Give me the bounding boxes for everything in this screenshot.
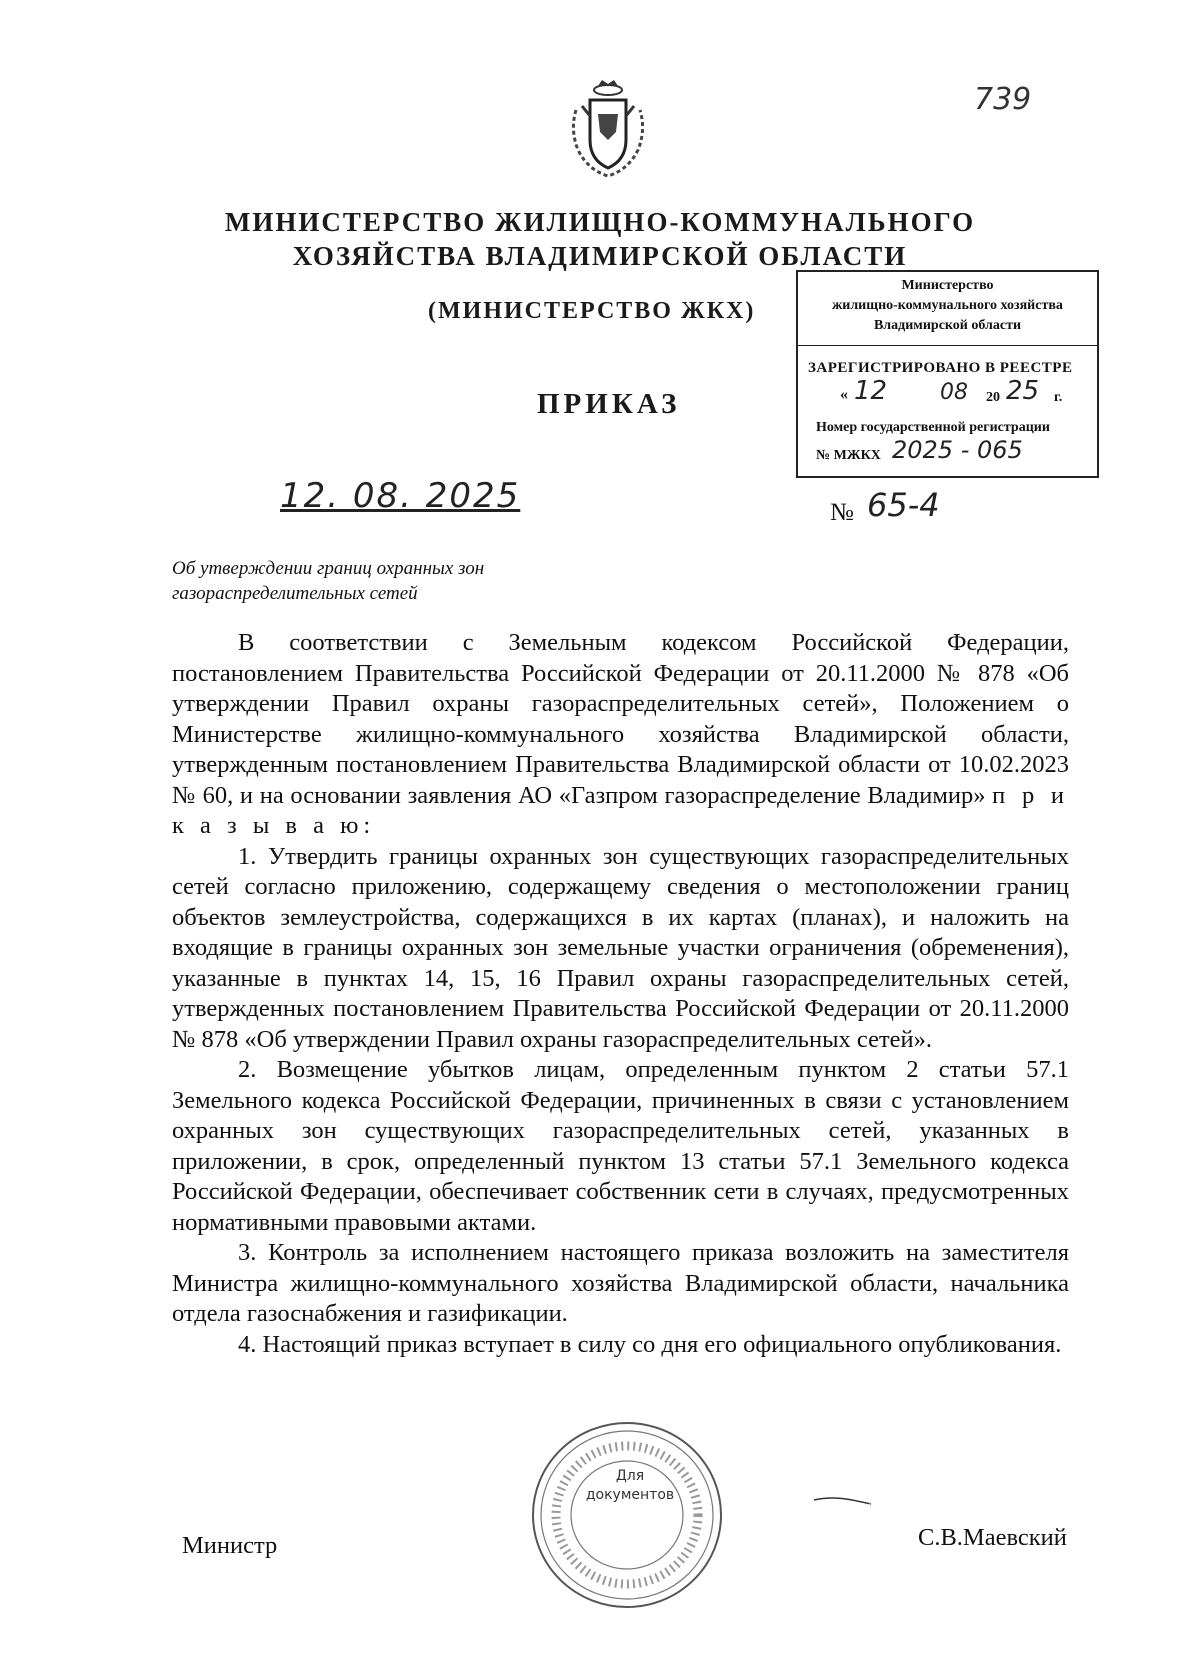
signature-mark bbox=[812, 1492, 872, 1508]
stamp-year-suffix: 25 bbox=[1006, 376, 1040, 406]
stamp-org-line2: жилищно-коммунального хозяйства bbox=[832, 298, 1063, 313]
item-3: 3. Контроль за исполнением настоящего приказа возложить на заместителя Министра жилищно-коммунального хозяйства Владимирской области, начальника отдела газоснабжения и газификации. bbox=[172, 1239, 1069, 1327]
coat-of-arms-icon bbox=[568, 80, 648, 180]
preamble-paragraph bbox=[172, 628, 1069, 842]
stamp-registered: ЗАРЕГИСТРИРОВАНО В РЕЕСТРЕ bbox=[808, 360, 1073, 376]
stamp-year-prefix: 20 bbox=[986, 390, 1000, 405]
stamp-org-line3: Владимирской области bbox=[873, 318, 1022, 333]
stamp-day: 12 bbox=[854, 376, 888, 406]
seal-text bbox=[585, 1467, 675, 1505]
subject-line2: газораспределительных сетей bbox=[172, 583, 418, 604]
subject-line1: Об утверждении границ охранных зон bbox=[172, 558, 485, 579]
stamp-reg-number: 2025 - 065 bbox=[892, 436, 1023, 464]
document-type: ПРИКАЗ bbox=[537, 388, 681, 420]
ministry-short-name: (МИНИСТЕРСТВО ЖКХ) bbox=[428, 298, 756, 324]
stamp-month: 08 bbox=[940, 380, 968, 405]
registration-stamp bbox=[796, 270, 1099, 478]
ministry-name bbox=[200, 205, 1000, 273]
stamp-org-line1: Министерство bbox=[901, 278, 994, 293]
round-seal-icon bbox=[527, 1415, 727, 1615]
order-body bbox=[172, 628, 1069, 1360]
handwritten-number: 739 bbox=[974, 82, 1032, 117]
seal-text-line1: Для bbox=[615, 1468, 645, 1484]
ministry-name-line2: ХОЗЯЙСТВА ВЛАДИМИРСКОЙ ОБЛАСТИ bbox=[292, 241, 908, 271]
order-number-label: № bbox=[830, 499, 854, 526]
stamp-reg-number-label: Номер государственной регистрации bbox=[816, 420, 1050, 435]
preamble-text: В соответствии с Земельным кодексом Российской Федерации, постановлением Правительства Российской Федерации от 20.11.2000 № 878 «Об утверждении Правил охраны газораспределительных сетей», Положением о Министерстве жилищно-коммунального хозяйства Владимирской области, утвержденным постановлением Правительства Владимирской области от 10.02.2023 № 60, и на основании заявления АО «Газпром газораспределение Владимир» bbox=[172, 629, 1069, 809]
signer-position: Министр bbox=[182, 1532, 278, 1559]
order-date: 12. 08. 2025 bbox=[280, 476, 521, 516]
signer-name: С.В.Маевский bbox=[918, 1524, 1067, 1551]
stamp-date-quote: « bbox=[840, 386, 848, 403]
seal-text-line2: документов bbox=[585, 1487, 675, 1503]
item-2: 2. Возмещение убытков лицам, определенным пунктом 2 статьи 57.1 Земельного кодекса Российской Федерации, причиненных в связи с установлением охранных зон существующих газораспределительных сетей, указанных в приложении, в срок, определенный пунктом 13 статьи 57.1 Земельного кодекса Российской Федерации, обеспечивает собственник сети в случаях, предусмотренных нормативными правовыми актами. bbox=[172, 1056, 1069, 1236]
stamp-org bbox=[798, 272, 1097, 346]
stamp-reg-number-prefix: № МЖКХ bbox=[816, 448, 881, 463]
prikazyvayu: п р и к а з ы в а ю: bbox=[172, 781, 1069, 839]
item-4: 4. Настоящий приказ вступает в силу со дня его официального опубликования. bbox=[238, 1330, 1062, 1358]
item-1: 1. Утвердить границы охранных зон существующих газораспределительных сетей согласно приложению, содержащему сведения о местоположении границ объектов землеустройства, содержащихся в их картах (планах), и наложить на входящие в границы охранных зон земельные участки ограничения (обременения), указанные в пунктах 14, 15, 16 Правил охраны газораспределительных сетей, утвержденных постановлением Правительства Российской Федерации от 20.11.2000 № 878 «Об утверждении Правил охраны газораспределительных сетей». bbox=[172, 842, 1069, 1053]
order-number: 65-4 bbox=[867, 486, 940, 524]
order-subject bbox=[172, 556, 484, 606]
ministry-name-line1: МИНИСТЕРСТВО ЖИЛИЩНО-КОММУНАЛЬНОГО bbox=[224, 207, 976, 237]
stamp-year-unit: г. bbox=[1054, 390, 1063, 405]
